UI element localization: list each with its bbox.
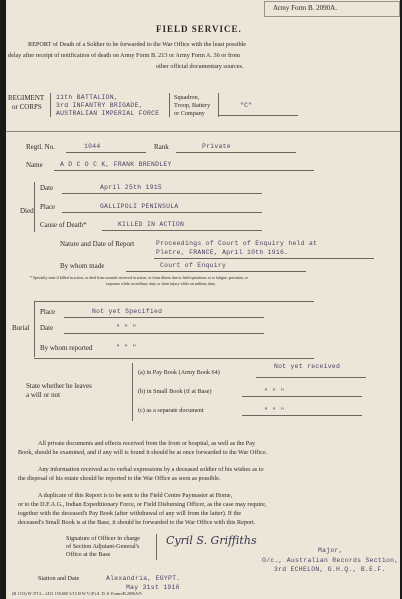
will-a-line [256,377,366,378]
burial-place-line [64,317,264,318]
rule-top [6,131,400,132]
form-title: FIELD SERVICE. [156,24,242,34]
by-whom-line [126,271,306,272]
burial-place-label: Place [40,308,56,316]
nature-label: Nature and Date of Report [60,240,135,248]
signature-title-2: O/c., Australian Records Section, [262,557,399,564]
died-date-line [62,193,262,194]
para3-line2: or to the D.F.A.G., Indian Expeditionary Force, or Field Disbursing Officer, as the case may require, [18,501,267,508]
signature-label-1: Signature of Officer in charge [66,535,140,542]
station-value-1: Alexandria, EGYPT. [106,575,181,582]
brace-squadron [218,93,219,117]
para3-line3: together with the deceased's Pay Book (after withdrawal of any will from the latter). If the [18,510,242,517]
will-b-label: (b) in Small Book (if at Base) [138,388,212,395]
name-label: Name [26,161,43,169]
para1-line1: All private documents and effects received from the front or hospital, as well as the Pay [38,440,256,447]
document-page [6,0,400,599]
cause-value: KILLED IN ACTION [118,221,185,228]
station-value-2: May 31st 1916 [126,584,180,591]
regiment-label-1: REGIMENT [8,94,45,102]
nature-line [154,258,374,259]
regtl-no-value: 1044 [84,143,101,150]
died-brace [34,182,35,232]
regiment-label-2: or CORPS [12,103,42,111]
will-b-value: " " " [264,388,285,395]
regiment-value-2: 3rd INFANTRY BRIGADE, [56,102,143,109]
by-whom-value: Court of Enquiry [160,262,227,269]
signature-brace [156,534,157,560]
form-reference: Army Form B. 2090A. [273,4,337,12]
will-b-line [242,396,362,397]
signature-title-3: 3rd ECHELON, G.H.Q., B.E.F. [274,566,386,573]
para2-line2: the disposal of his estate should be reported to the War Office as soon as possible. [18,475,221,482]
officer-signature: Cyril S. Griffiths [166,534,257,547]
rank-line [176,152,296,153]
squadron-label-1: Squadron, [174,94,200,101]
footnote-2: exposure while on military duty, or from injury while on military duty. [106,282,216,286]
name-value: A D C O C K, FRANK BRENDLEY [60,161,172,168]
will-c-line [242,415,362,416]
burial-place-value: Not yet Specified [92,308,163,315]
will-label-2: a will or not [26,391,61,399]
printer-imprint: (B 1113) W 3713—1431 150,000 3/15 H W V (P) A. D. S. Forms/B.2090A/9. [12,591,143,596]
died-label: Died [20,207,34,215]
died-place-line [62,212,262,213]
died-place-label: Place [40,203,56,211]
signature-title-1: Major, [318,547,343,554]
will-label-1: State whether he leaves [26,382,92,390]
intro-line-2: delay after receipt of notification of death on Army Form B. 213 or Army Form A. 36 or from [8,52,240,59]
will-brace [132,363,133,421]
burial-date-label: Date [40,324,54,332]
brace-left [50,93,51,117]
footnote-1: * Specially state if killed in action, or died from wounds received in action, or from illness due to field operations or to fatigue, privation, or [30,276,248,280]
nature-value-2: Pletre, FRANCE, April 10th 1916. [156,249,289,256]
squadron-label-3: or Company [174,110,205,117]
squadron-label-2: Troop, Battery [174,102,211,109]
name-line [54,170,314,171]
regtl-no-line [66,152,146,153]
will-c-value: " " " [264,407,285,414]
will-a-value: Not yet received [274,363,341,370]
company-value: "C" [240,102,253,109]
regiment-value-1: 11th BATTALION, [56,94,119,101]
regiment-underline [218,115,298,116]
will-a-label: (a) in Pay Book (Army Book 64) [138,369,220,376]
station-label: Station and Date [38,575,80,582]
rank-label: Rank [154,143,169,151]
intro-line-1: REPORT of Death of a Soldier to be forwarded to the War Office with the least possible [28,41,247,48]
burial-date-line [64,333,264,334]
died-date-label: Date [40,184,54,192]
will-c-label: (c) as a separate document [138,407,204,414]
para3-line1: A duplicate of this Report is to be sent to the Field Centre Paymaster at Home, [38,492,233,499]
burial-date-value: " " " [116,324,137,331]
intro-line-3: other official documentary sources. [156,63,244,70]
by-whom-label: By whom made [60,262,105,270]
burial-brace [34,301,35,357]
cause-line [102,230,262,231]
burial-by-label: By whom reported [40,344,93,352]
burial-by-value: " " " [116,344,137,351]
nature-value-1: Proceedings of Court of Enquiry held at [156,240,318,247]
signature-label-2: of Section Adjutant-General's [66,543,140,550]
died-date-value: April 25th 1915 [100,184,163,191]
burial-label: Burial [12,324,30,332]
cause-label: Cause of Death* [40,221,87,229]
regtl-no-label: Regtl. No. [26,143,55,151]
signature-label-3: Office at the Base [66,551,111,558]
died-place-value: GALLIPOLI PENINSULA [100,203,179,210]
para1-line2: Book, should be examined, and if any will is found it should be at once forwarded to the War Office. [18,449,268,456]
para2-line1: Any information received as to verbal expressions by a deceased soldier of his wishes as to [38,466,264,473]
para3-line4: deceased's Small Book is at the Base, it should be forwarded to the War Office with this Report. [18,519,256,526]
brace-right [169,93,170,117]
regiment-value-3: AUSTRALIAN IMPERIAL FORCE [56,110,160,117]
rank-value: Private [202,143,231,150]
